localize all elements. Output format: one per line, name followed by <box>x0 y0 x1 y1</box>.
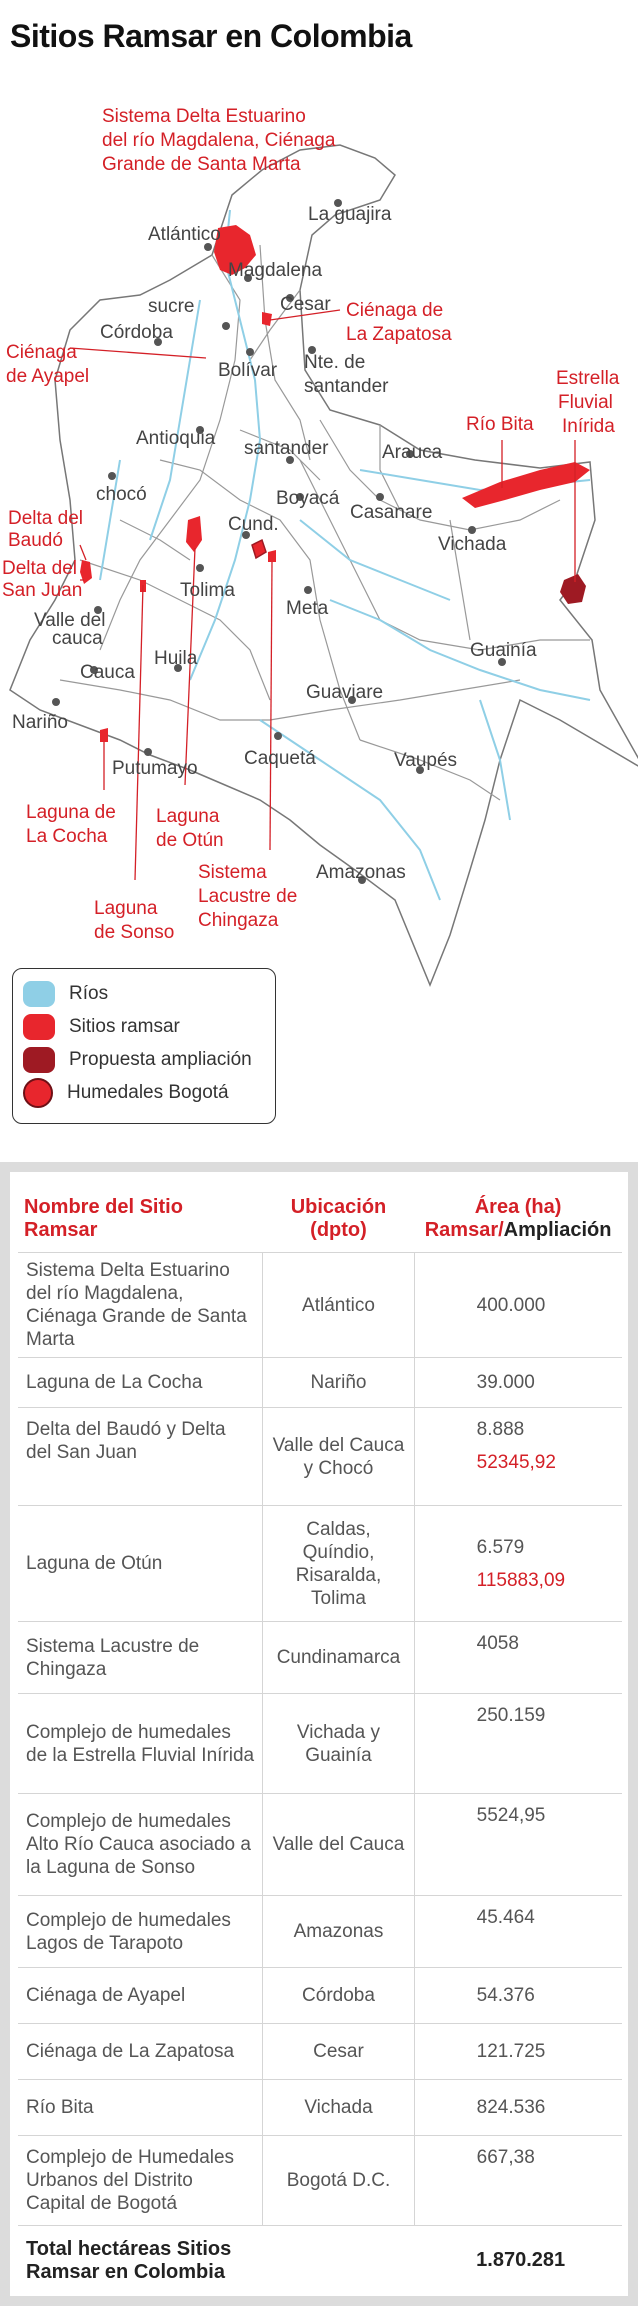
site-label-sanjuan: San Juan <box>2 580 83 601</box>
dept-label: Cauca <box>80 662 135 683</box>
cell-location: Valle del Cauca y Chocó <box>263 1408 414 1506</box>
cell-name: Complejo de humedales Alto Río Cauca asociado a la Laguna de Sonso <box>18 1794 263 1896</box>
table-row <box>18 1622 622 1694</box>
cell-name: Ciénaga de Ayapel <box>18 1968 263 2024</box>
table-header-row <box>18 1186 622 1253</box>
legend-label: Humedales Bogotá <box>67 1081 229 1103</box>
cell-location: Caldas, Quíndio, Risaralda, Tolima <box>263 1506 414 1622</box>
dept-label: Cesar <box>280 294 331 315</box>
site-label-cocha: La Cocha <box>26 826 108 847</box>
map-legend <box>12 968 276 1124</box>
dept-label: Casanare <box>350 502 433 523</box>
cell-area: 824.536 <box>414 2080 622 2136</box>
cell-name: Sistema Lacustre de Chingaza <box>18 1622 263 1694</box>
header-area-ampliacion: Ampliación <box>503 1219 612 1241</box>
dept-label: Huila <box>154 648 198 669</box>
site-label-magdalena: Sistema Delta Estuarino <box>102 106 306 127</box>
table-row <box>18 1794 622 1896</box>
colombia-map <box>0 80 638 1120</box>
site-label-inirida: Inírida <box>562 416 615 437</box>
cell-name: Sistema Delta Estuarino del río Magdalena, Ciénaga Grande de Santa Marta <box>18 1253 263 1358</box>
bogota-swatch <box>23 1078 53 1108</box>
dept-label: cauca <box>52 628 103 649</box>
total-label: Total hectáreas Sitios Ramsar en Colombia <box>18 2226 263 2296</box>
cell-area: 39.000 <box>414 1358 622 1408</box>
dept-label: sucre <box>148 296 195 317</box>
dept-label: Guaviare <box>306 682 384 703</box>
area-expansion: 115883,09 <box>476 1569 566 1591</box>
table-row <box>18 1896 622 1968</box>
dept-label: Vichada <box>438 534 507 555</box>
area-ramsar: 8.888 <box>476 1419 525 1440</box>
cell-name: Delta del Baudó y Delta del San Juan <box>18 1408 263 1506</box>
site-label-zapatosa: Ciénaga de <box>346 300 444 321</box>
cell-location: Vichada <box>263 2080 414 2136</box>
ramsar-sites-table <box>18 1186 622 2296</box>
cell-name: Complejo de Humedales Urbanos del Distrito Capital de Bogotá <box>18 2136 263 2226</box>
legend-label: Sitios ramsar <box>69 1015 180 1037</box>
table-total-row <box>18 2226 622 2296</box>
table-row <box>18 2024 622 2080</box>
dept-label: Meta <box>286 598 329 619</box>
header-area-ramsar: Ramsar/ <box>424 1219 504 1241</box>
cell-location: Atlántico <box>263 1253 414 1358</box>
legend-label: Ríos <box>69 982 109 1004</box>
cell-name: Laguna de La Cocha <box>18 1358 263 1408</box>
table-row <box>18 1694 622 1794</box>
dept-label: Putumayo <box>112 758 198 779</box>
legend-label: Propuesta ampliación <box>69 1048 252 1070</box>
dept-label: Atlántico <box>148 224 221 245</box>
table-row <box>18 2136 622 2226</box>
site-label-magdalena: Grande de Santa Marta <box>102 154 301 175</box>
cell-location: Bogotá D.C. <box>263 2136 414 2226</box>
site-label-bita: Río Bita <box>466 414 534 435</box>
cell-area: 250.159 <box>414 1694 622 1794</box>
table-row <box>18 2080 622 2136</box>
cell-area: 54.376 <box>414 1968 622 2024</box>
header-location: Ubicación (dpto) <box>290 1196 387 1241</box>
ramsar-table-card <box>10 1172 628 2296</box>
cell-name: Complejo de humedales de la Estrella Fluvial Inírida <box>18 1694 263 1794</box>
site-label-chingaza: Lacustre de <box>198 886 298 907</box>
site-label-magdalena: del río Magdalena, Ciénaga <box>102 130 336 151</box>
area-ramsar: 6.579 <box>476 1536 525 1558</box>
table-row <box>18 1253 622 1358</box>
site-label-sanjuan: Delta del <box>2 558 77 579</box>
site-label-ayapel: de Ayapel <box>6 366 90 387</box>
cell-area: 121.725 <box>414 2024 622 2080</box>
dept-label: santander <box>304 376 389 397</box>
header-name: Nombre del Sitio Ramsar <box>24 1196 183 1241</box>
cell-area <box>414 1506 622 1622</box>
dept-label: Boyacá <box>276 488 340 509</box>
page-title: Sitios Ramsar en Colombia <box>10 18 412 54</box>
legend-item-sitios <box>13 1010 275 1043</box>
proposal-swatch <box>23 1047 55 1073</box>
dept-label: Amazonas <box>316 862 406 883</box>
dept-label: Valle del <box>34 610 106 631</box>
table-row <box>18 1968 622 2024</box>
dept-label: Cund. <box>228 514 279 535</box>
site-label-zapatosa: La Zapatosa <box>346 324 452 345</box>
dept-label: Córdoba <box>100 322 173 343</box>
site-label-baudo: Delta del <box>8 508 83 529</box>
site-label-baudo: Baudó <box>8 530 63 551</box>
table-row <box>18 1358 622 1408</box>
cell-location: Valle del Cauca <box>263 1794 414 1896</box>
site-label-sonso: de Sonso <box>94 922 175 943</box>
cell-name: Complejo de humedales Lagos de Tarapoto <box>18 1896 263 1968</box>
country-outline <box>10 145 638 985</box>
table-row <box>18 1408 622 1506</box>
site-label-chingaza: Chingaza <box>198 910 279 931</box>
legend-item-propuesta <box>13 1043 275 1076</box>
site-cocha <box>100 728 108 742</box>
cell-name: Ciénaga de La Zapatosa <box>18 2024 263 2080</box>
site-chingaza <box>268 550 276 562</box>
dept-label: Magdalena <box>228 260 323 281</box>
cell-area <box>414 1408 622 1506</box>
header-area-line1: Área (ha) <box>474 1196 562 1218</box>
dept-label: chocó <box>96 484 147 505</box>
dept-label: santander <box>244 438 329 459</box>
ramsar-table-panel <box>0 1162 638 2306</box>
cell-name: Río Bita <box>18 2080 263 2136</box>
table-row <box>18 1506 622 1622</box>
area-expansion: 52345,92 <box>476 1452 556 1473</box>
dept-label: Vaupés <box>394 750 458 771</box>
dept-label: Guainía <box>470 640 537 661</box>
rivers-swatch <box>23 981 55 1007</box>
cell-location: Cesar <box>263 2024 414 2080</box>
site-label-chingaza: Sistema <box>198 862 267 883</box>
legend-item-bogota <box>13 1076 275 1109</box>
header-area <box>414 1186 622 1253</box>
site-label-otun: de Otún <box>156 830 224 851</box>
dept-label: Nariño <box>12 712 68 733</box>
cell-name: Laguna de Otún <box>18 1506 263 1622</box>
site-label-inirida: Fluvial <box>558 392 613 413</box>
cell-location: Cundinamarca <box>263 1622 414 1694</box>
total-spacer <box>263 2226 414 2296</box>
sites-swatch <box>23 1014 55 1040</box>
total-value: 1.870.281 <box>414 2226 622 2296</box>
site-label-sonso: Laguna <box>94 898 158 919</box>
cell-location: Amazonas <box>263 1896 414 1968</box>
dept-label: Arauca <box>382 442 443 463</box>
cell-area: 45.464 <box>414 1896 622 1968</box>
cell-location: Vichada y Guainía <box>263 1694 414 1794</box>
cell-area: 4058 <box>414 1622 622 1694</box>
cell-location: Nariño <box>263 1358 414 1408</box>
dept-label: Nte. de <box>304 352 366 373</box>
dept-label: Antioquia <box>136 428 216 449</box>
cell-area: 400.000 <box>414 1253 622 1358</box>
legend-item-rios <box>13 977 275 1010</box>
cell-area: 5524,95 <box>414 1794 622 1896</box>
site-label-otun: Laguna <box>156 806 220 827</box>
site-label-ayapel: Ciénaga <box>6 342 77 363</box>
dept-label: Tolima <box>180 580 235 601</box>
dept-label: Bolívar <box>218 360 278 381</box>
site-label-cocha: Laguna de <box>26 802 116 823</box>
site-label-inirida: Estrella <box>556 368 620 389</box>
dept-label: Caquetá <box>244 748 316 769</box>
cell-area: 667,38 <box>414 2136 622 2226</box>
dept-label: La guajira <box>308 204 392 225</box>
cell-location: Córdoba <box>263 1968 414 2024</box>
